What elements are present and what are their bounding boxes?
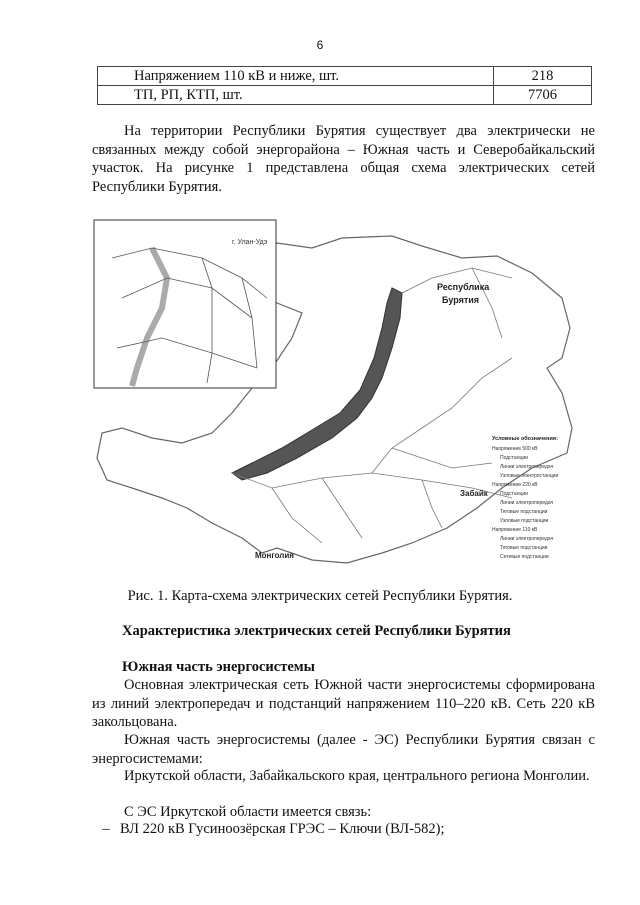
zabaikal-label: Забайк [460, 489, 488, 498]
legend-item: Линии электропередач [500, 500, 554, 506]
region-label: Бурятия [442, 295, 480, 305]
inset-city-label: г. Улан-Удэ [232, 239, 268, 246]
legend-item: Подстанции [500, 455, 528, 461]
paragraph: С ЭС Иркутской области имеется связь: [124, 804, 372, 820]
legend-item: Узловые электростанции [500, 473, 559, 479]
map-figure [92, 218, 595, 576]
list-item [92, 821, 445, 838]
subsection-heading: Южная часть энергосистемы [122, 659, 315, 675]
legend-title: Условные обозначения: [492, 436, 558, 442]
table-cell-value: 7706 [494, 86, 592, 105]
table-row [98, 86, 592, 105]
intro-paragraph: На территории Республики Бурятия существует два электрически не связанных между собой энергорайона – Южная часть и Северобайкальский участок. На рисунке 1 представлена общая схема электрических сетей Республики Бурятия. [92, 123, 595, 195]
map-svg [92, 218, 595, 576]
legend-item: Тяговые подстанции [500, 509, 548, 515]
mongolia-label: Монголия [255, 551, 294, 560]
legend-item: Сетевые подстанции [500, 554, 549, 560]
table-cell-value: 218 [494, 67, 592, 86]
table-cell-label: ТП, РП, КТП, шт. [98, 86, 494, 105]
legend-item: Линии электропередач [500, 464, 554, 470]
list-item-text: ВЛ 220 кВ Гусиноозёрская ГРЭС – Ключи (ВЛ-582); [120, 821, 445, 837]
legend-item: Узловые подстанции [500, 518, 549, 524]
paragraph: Основная электрическая сеть Южной части энергосистемы сформирована из линий электропередач и подстанций напряжением 110–220 кВ. Сеть 220 кВ закольцована. [92, 677, 595, 730]
map-legend [492, 435, 558, 560]
table-row [98, 67, 592, 86]
stats-table [97, 66, 592, 105]
table-cell-label: Напряжением 110 кВ и ниже, шт. [98, 67, 494, 86]
legend-item: Тяговые подстанции [500, 545, 548, 551]
paragraph: Иркутской области, Забайкальского края, центрального региона Монголии. [124, 768, 590, 784]
legend-item: Линии электропередач [500, 536, 554, 542]
section-heading: Характеристика электрических сетей Республики Бурятия [122, 623, 511, 639]
figure-caption: Рис. 1. Карта-схема электрических сетей Республики Бурятия. [127, 588, 513, 604]
page-number: 6 [316, 38, 324, 52]
region-label: Республика [437, 282, 490, 292]
list-dash: – [102, 821, 110, 837]
legend-item: Напряжение 500 кВ [492, 446, 538, 452]
legend-item: Напряжение 110 кВ [492, 527, 538, 533]
paragraph: Южная часть энергосистемы (далее - ЭС) Республики Бурятия связан с энергосистемами: [92, 732, 595, 767]
legend-item: Напряжение 220 кВ [492, 482, 538, 488]
legend-item: Подстанции [500, 491, 528, 497]
